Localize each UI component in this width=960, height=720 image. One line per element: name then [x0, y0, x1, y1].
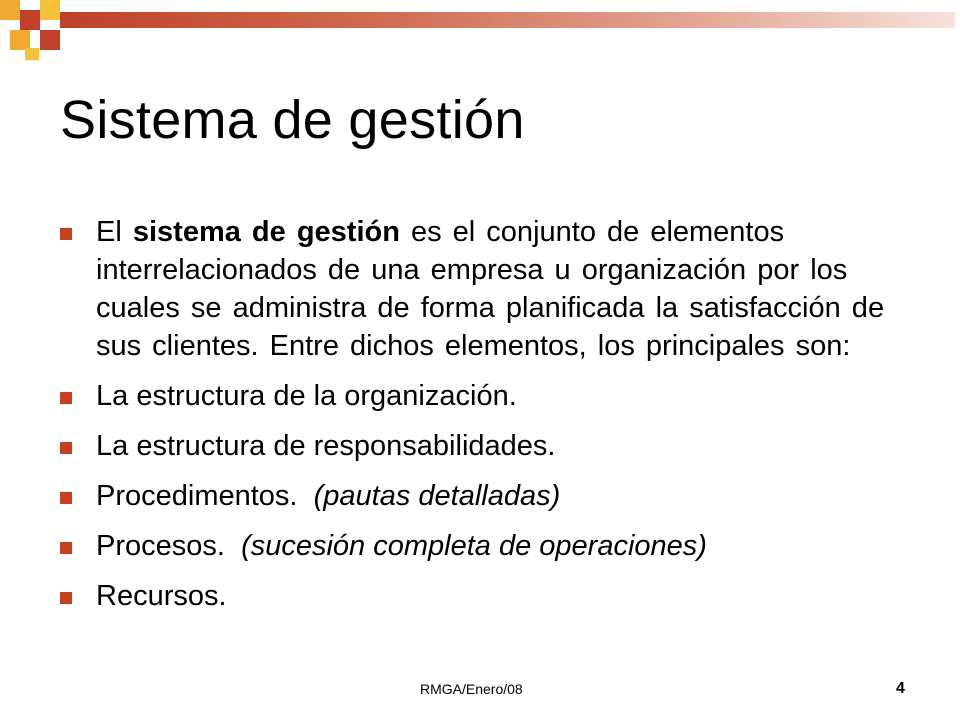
bullet-item: [60, 527, 920, 565]
bullet-item: [60, 213, 920, 365]
square-bullet-icon: [60, 392, 72, 404]
decor-square: [20, 10, 40, 30]
decor-square: [0, 0, 20, 20]
bullet-text: Procedimentos.: [96, 480, 314, 512]
bullet-text: es el conjunto de elementos interrelacionados de una empresa u organización por los cuales se administra de forma planificada la satisfacción de sus clientes. Entre dichos elementos, los principales son:: [96, 216, 885, 362]
bullet-item: [60, 477, 920, 515]
bullet-text-bold: sistema de gestión: [132, 216, 400, 248]
slide-title: Sistema de gestión: [60, 90, 525, 150]
square-bullet-icon: [60, 542, 72, 554]
header-decoration: [0, 0, 960, 60]
decor-square: [25, 48, 39, 60]
bullet-text: La estructura de responsabilidades.: [96, 430, 556, 462]
bullet-text: La estructura de la organización.: [96, 380, 517, 412]
square-bullet-icon: [60, 442, 72, 454]
square-bullet-icon: [60, 592, 72, 604]
bullet-item: [60, 377, 920, 415]
footer-text: RMGA/Enero/08: [420, 681, 523, 697]
decor-square: [40, 30, 60, 50]
bullet-text-italic: (pautas detalladas): [313, 480, 561, 512]
square-bullet-icon: [60, 228, 72, 240]
header-gradient-bar: [60, 12, 955, 28]
bullet-text-italic: (sucesión completa de operaciones): [241, 530, 707, 562]
bullet-item: [60, 427, 920, 465]
bullet-text: Recursos.: [96, 580, 227, 612]
bullet-text: El: [96, 216, 133, 248]
decor-square: [40, 0, 60, 20]
bullet-item: [60, 577, 920, 615]
square-bullet-icon: [60, 492, 72, 504]
bullet-text: Procesos.: [96, 530, 242, 562]
slide-footer: [0, 680, 960, 702]
decor-square: [10, 30, 30, 50]
bullet-list: [60, 213, 920, 627]
page-number: 4: [896, 680, 905, 697]
